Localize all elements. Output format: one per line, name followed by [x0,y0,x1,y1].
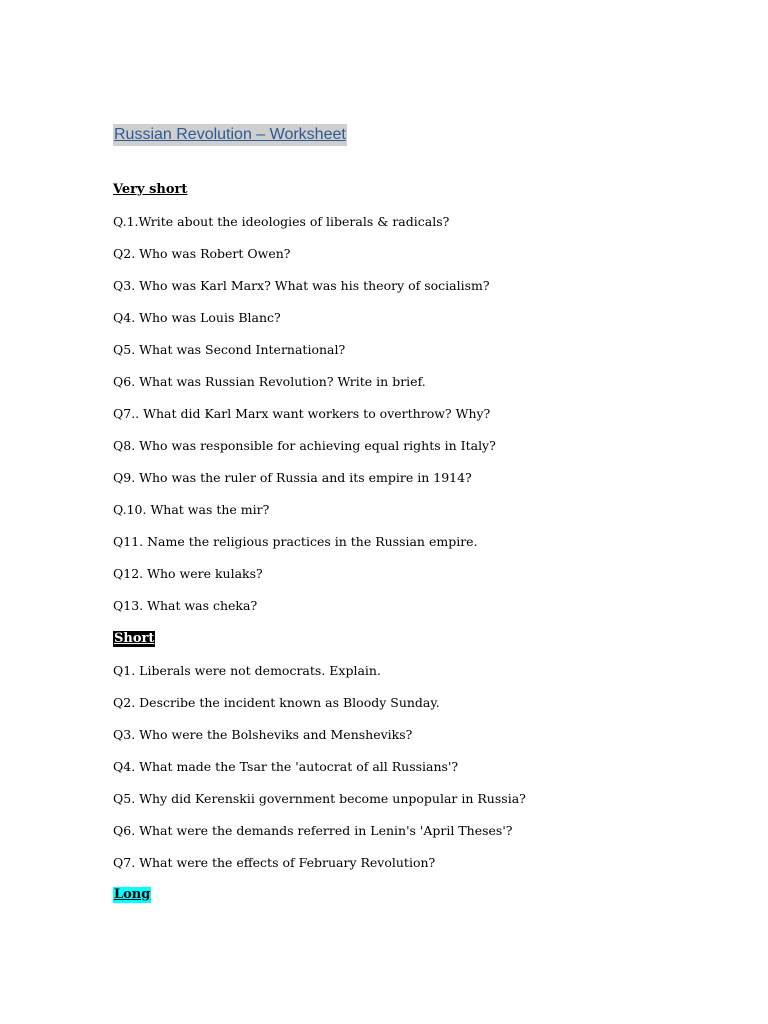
section-heading-short: Short [114,631,155,646]
question-item: Q6. What were the demands referred in Lenin's 'April Theses'? [113,823,513,838]
question-item: Q4. What made the Tsar the 'autocrat of all Russians'? [113,759,459,774]
question-item: Q2. Who was Robert Owen? [113,246,291,261]
question-item: Q1. Liberals were not democrats. Explain. [113,663,381,678]
worksheet-title: Russian Revolution – Worksheet [113,124,347,146]
question-item: Q13. What was cheka? [113,598,258,613]
question-item: Q4. Who was Louis Blanc? [113,310,281,325]
question-item: Q7.. What did Karl Marx want workers to overthrow? Why? [113,406,491,421]
question-item: Q3. Who were the Bolsheviks and Mensheviks? [113,727,413,742]
question-item: Q5. Why did Kerenskii government become unpopular in Russia? [113,791,526,806]
question-item: Q12. Who were kulaks? [113,566,263,581]
question-item: Q5. What was Second International? [113,342,346,357]
section-heading-very-short: Very short [113,182,188,197]
section-heading-long: Long [114,887,151,902]
question-item: Q11. Name the religious practices in the Russian empire. [113,534,478,549]
question-item: Q2. Describe the incident known as Bloody Sunday. [113,695,440,710]
question-item: Q3. Who was Karl Marx? What was his theory of socialism? [113,278,490,293]
question-item: Q9. Who was the ruler of Russia and its empire in 1914? [113,470,472,485]
question-item: Q6. What was Russian Revolution? Write in brief. [113,374,426,389]
question-item: Q.1.Write about the ideologies of liberals & radicals? [113,214,450,229]
question-item: Q.10. What was the mir? [113,502,270,517]
question-item: Q7. What were the effects of February Revolution? [113,855,436,870]
question-item: Q8. Who was responsible for achieving equal rights in Italy? [113,438,496,453]
